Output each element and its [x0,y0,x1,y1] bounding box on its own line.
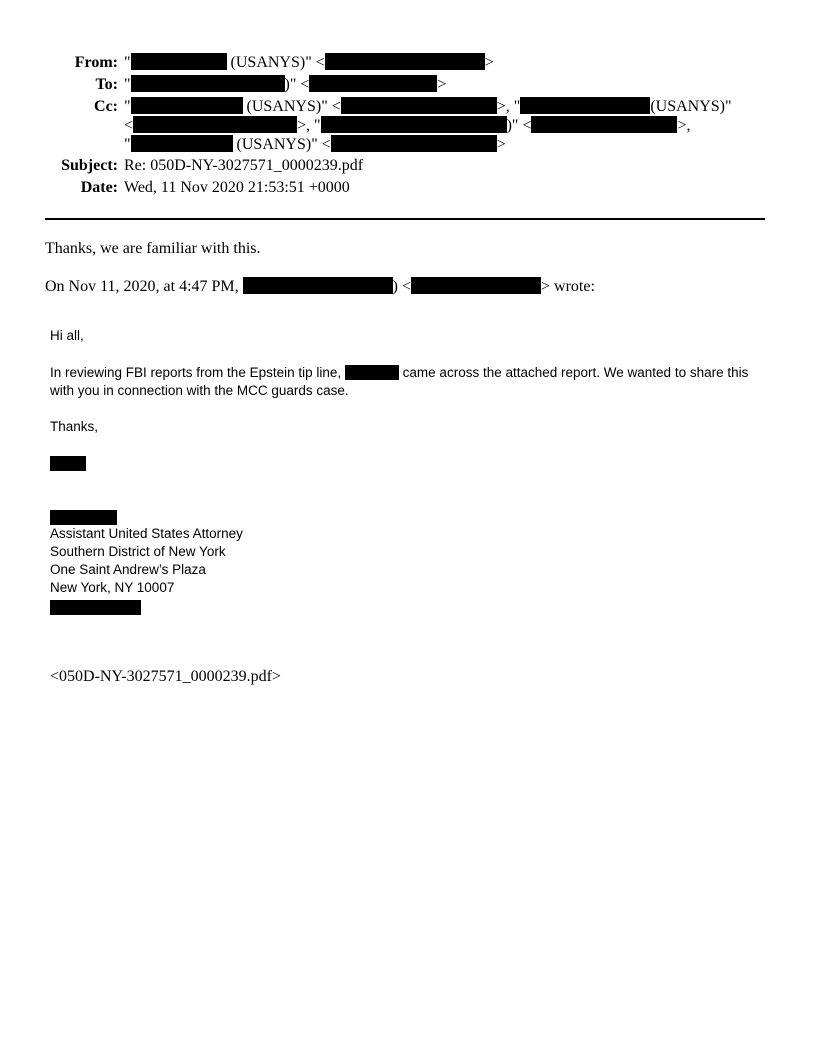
from-value: " (USANYS)" < > [124,54,494,71]
redaction [331,135,497,152]
quoted-paragraph: In reviewing FBI reports from the Epstein tip line, came across the attached report. We wanted to share this with you in connection with the MCC guards case. [50,365,749,398]
signature-title: Assistant United States Attorney [50,526,243,541]
redaction [321,116,507,133]
redaction [411,277,541,294]
redaction [131,53,227,70]
redaction [309,75,437,92]
signature-phone-redaction [50,600,141,615]
header-divider [45,218,765,220]
signature-city: New York, NY 10007 [50,580,175,595]
redaction [243,277,393,294]
signature-name-redaction [50,456,86,471]
from-label: From: [74,54,118,71]
cc-label: Cc: [94,98,118,115]
to-label: To: [95,76,118,93]
to-value: " )" < > [124,76,447,93]
date-label: Date: [80,179,118,196]
signature-address: One Saint Andrew’s Plaza [50,562,206,577]
redaction [341,97,497,114]
redaction [325,53,485,70]
cc-value-line3: " (USANYS)" < > [124,136,506,153]
subject-label: Subject: [61,157,118,174]
redaction [131,135,233,152]
reply-text: Thanks, we are familiar with this. [45,240,261,257]
signature-full-name-redaction [50,510,117,525]
redaction [131,75,285,92]
cc-value-line1: " (USANYS)" < >, " (USANYS)" [124,98,732,115]
attribution-line: On Nov 11, 2020, at 4:47 PM, ) < > wrote: [45,278,595,295]
cc-value-line2: < >, " )" < >, [124,117,691,134]
redaction [520,97,650,114]
redaction [531,116,677,133]
date-value: Wed, 11 Nov 2020 21:53:51 +0000 [124,179,350,196]
redaction [131,97,243,114]
redaction [133,116,297,133]
subject-value: Re: 050D-NY-3027571_0000239.pdf [124,157,364,174]
signature-district: Southern District of New York [50,544,226,559]
attachment-name[interactable]: <050D-NY-3027571_0000239.pdf> [50,668,281,685]
redaction [345,365,399,380]
quoted-thanks: Thanks, [50,419,99,434]
quoted-greeting: Hi all, [50,328,84,343]
